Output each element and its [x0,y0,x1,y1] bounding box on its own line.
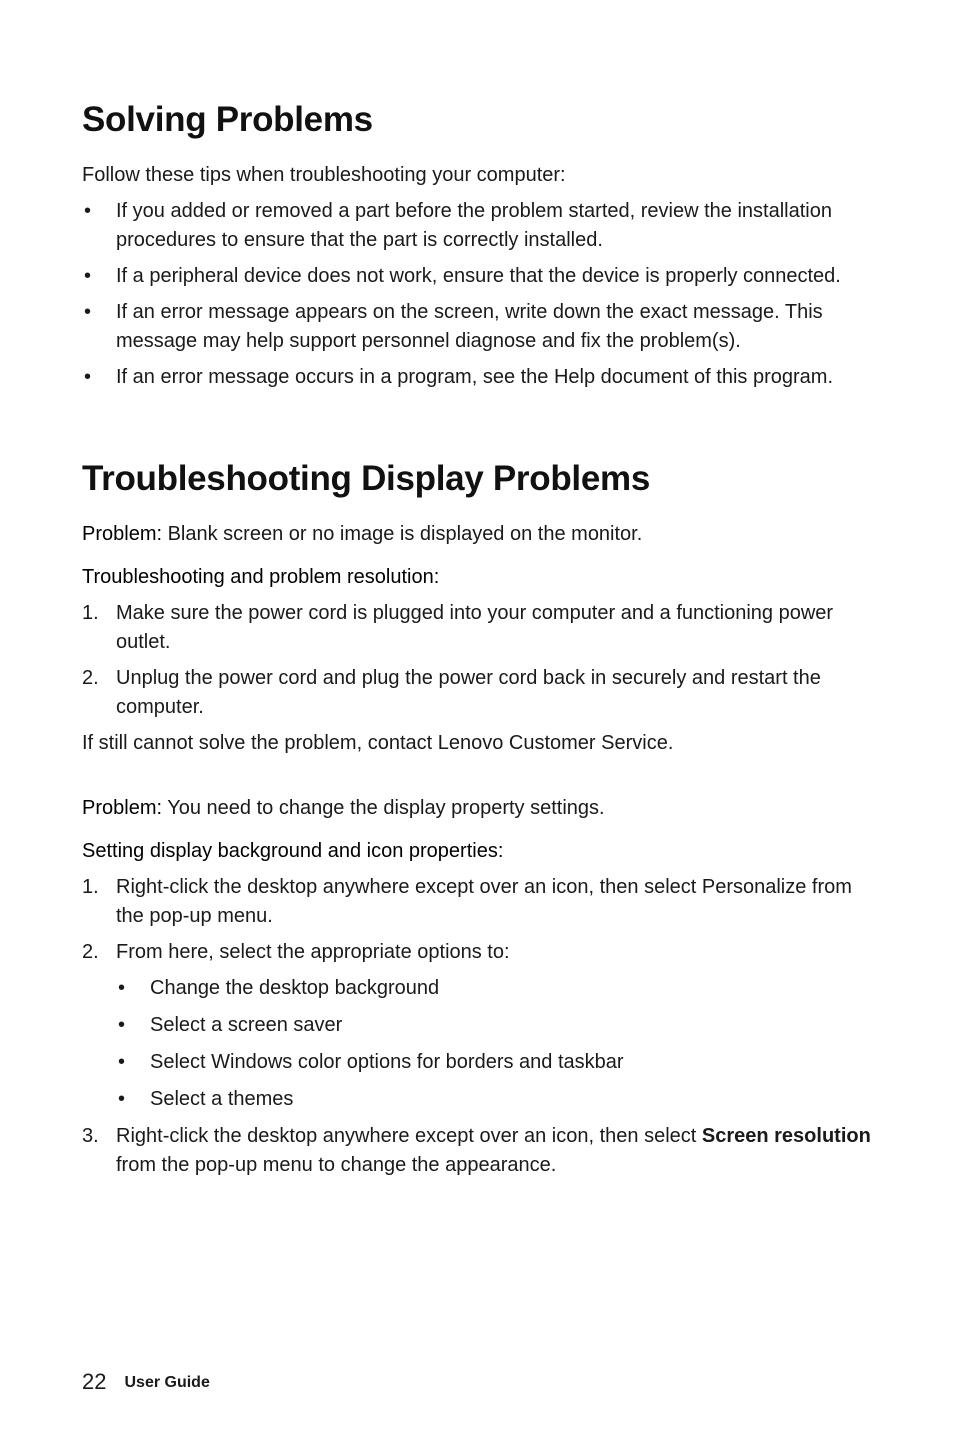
problem1-statement [82,520,872,549]
option-item: • Select Windows color options for borders and taskbar [116,1048,872,1077]
step-item: 3. Right-click the desktop anywhere except over an icon, then select Screen resolution from the pop-up menu to change the appearance. [82,1125,871,1176]
heading-solving-problems: Solving Problems [82,100,373,139]
problem-label: Problem: [82,523,163,545]
screen-resolution-term: Screen resolution [701,1125,871,1147]
page-number: 22 [82,1369,107,1394]
problem-text: You need to change the display property settings. [162,797,605,819]
tip-item: • If an error message appears on the screen, write down the exact message. This message may help support personnel diagnose and fix the problem(s). [82,298,872,356]
step-item: 1. Right-click the desktop anywhere except over an icon, then select Personalize from the pop-up menu. [82,876,852,927]
step-item: 2. From here, select the appropriate options to: • Change the desktop background • Select a screen saver • Select Windows color options for borders and taskbar • Select a themes [82,938,872,1114]
problem1-steps [82,599,872,729]
problem-label: Problem: [82,797,163,819]
step-item: 2. Unplug the power cord and plug the power cord back in securely and restart the computer. [82,667,821,718]
problem2-statement [82,794,872,823]
tip-item: • If an error message occurs in a program, see the Help document of this program. [82,363,872,392]
solving-intro: Follow these tips when troubleshooting your computer: [82,164,566,186]
options-list [116,974,872,1114]
option-item: • Change the desktop background [116,974,872,1003]
page-footer [82,1367,210,1397]
step-item: 1. Make sure the power cord is plugged into your computer and a functioning power outlet. [82,602,834,653]
problem-text: Blank screen or no image is displayed on the monitor. [162,523,643,545]
problem1-resolution-heading: Troubleshooting and problem resolution: [82,566,440,588]
option-item: • Select a screen saver [116,1011,872,1040]
tip-item: • If you added or removed a part before the problem started, review the installation procedures to ensure that the part is correctly installed. [82,197,872,255]
problem2-resolution-heading: Setting display background and icon properties: [82,840,504,862]
problem1-closing: If still cannot solve the problem, contact Lenovo Customer Service. [82,732,674,754]
tip-item: • If a peripheral device does not work, ensure that the device is properly connected. [82,262,872,291]
footer-doc-title: User Guide [124,1374,210,1391]
tips-list [82,197,872,399]
heading-troubleshooting-display: Troubleshooting Display Problems [82,459,650,498]
option-item: • Select a themes [116,1085,872,1114]
problem2-steps [82,873,872,1187]
